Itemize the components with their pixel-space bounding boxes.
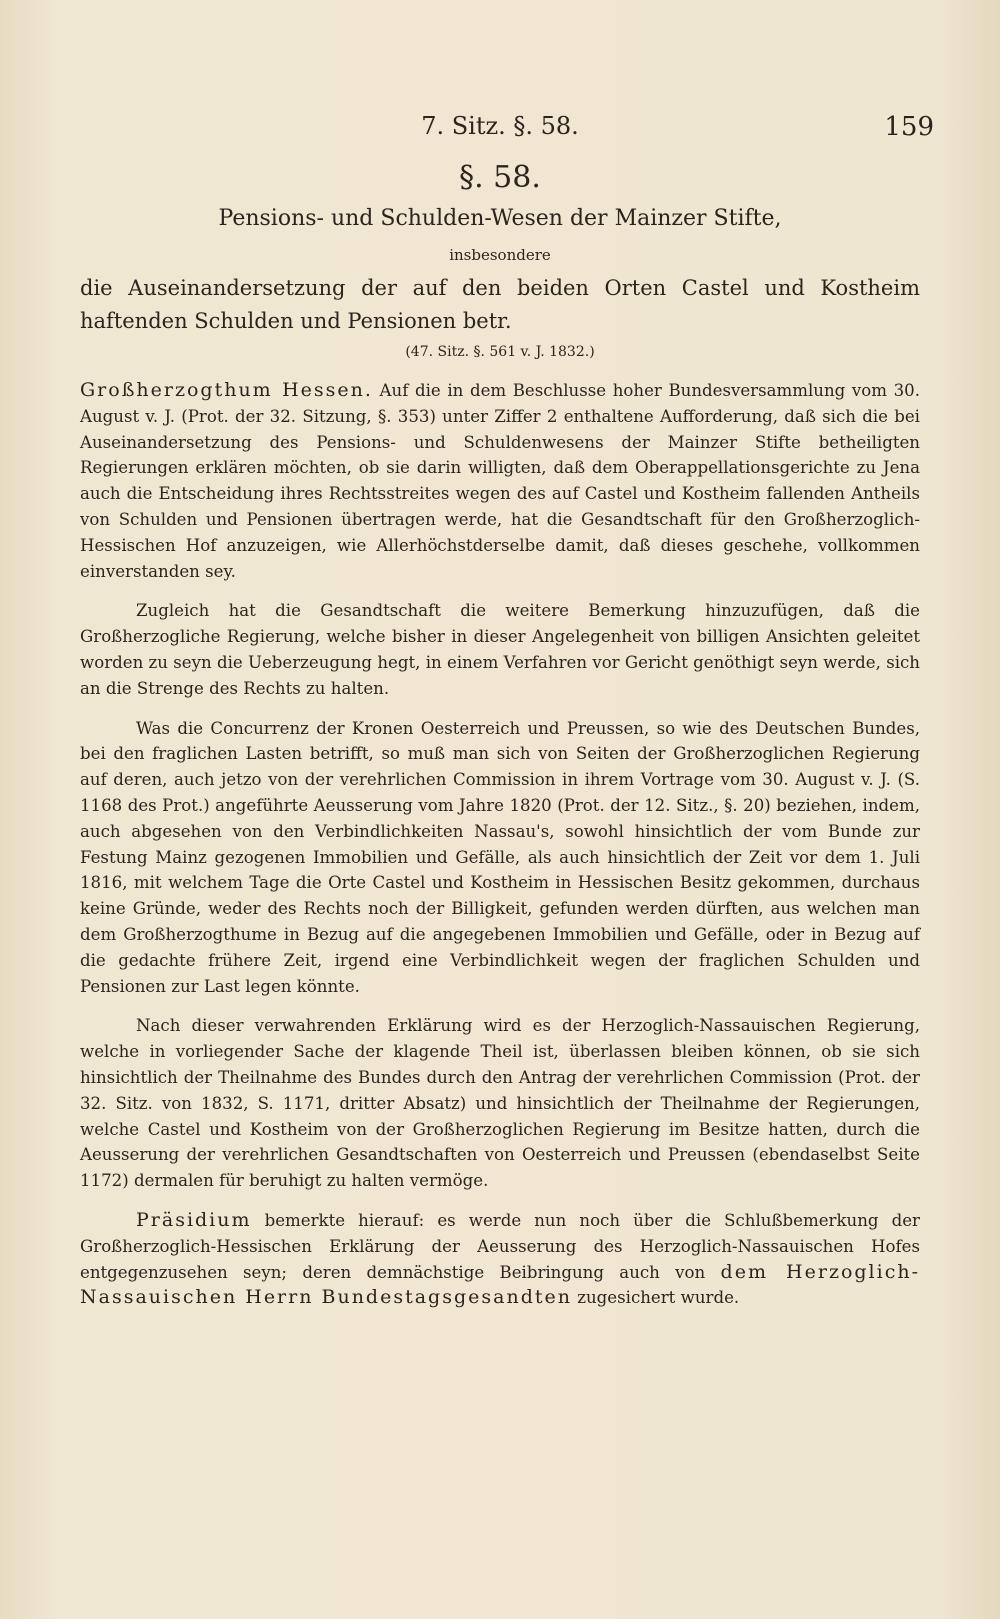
page-number: 159 bbox=[884, 112, 934, 142]
paragraph-text: Auf die in dem Beschlusse hoher Bundesversammlung vom 30. August v. J. (Prot. der 32. Sitzung, §. 353) unter Ziffer 2 enthaltene Aufforderung, daß sich die bei Auseinandersetzung des Pensions- und Schuldenwesens der Mainzer Stifte betheiligten Regierungen erklären möchten, ob sie darin willigten, daß dem Oberappellationsgerichte zu Jena auch die Entscheidung ihres Rechtsstreites wegen des auf Castel und Kostheim fallenden Antheils von Schulden und Pensionen übertragen werde, hat die Gesandtschaft für den Großherzoglich-Hessischen Hof anzuzeigen, wie Allerhöchstderselbe damit, daß dieses geschehe, vollkommen einverstanden sey. bbox=[80, 381, 920, 581]
paragraph-text: zugesichert wurde. bbox=[577, 1288, 740, 1308]
section-subtitle: insbesondere bbox=[449, 246, 551, 264]
section-title-continued: die Auseinandersetzung der auf den beiden Orten Castel und Kostheim haftenden Schulden und Pensionen betr. bbox=[80, 276, 920, 333]
running-head: 7. Sitz. §. 58. bbox=[421, 112, 579, 140]
section-number: §. 58. bbox=[459, 160, 541, 195]
page-header bbox=[60, 112, 940, 148]
protocol-reference: (47. Sitz. §. 561 v. J. 1832.) bbox=[405, 344, 595, 360]
paragraph-1 bbox=[80, 378, 920, 584]
paragraph-3: Was die Concurrenz der Kronen Oesterreich und Preussen, so wie des Deutschen Bundes, bei den fraglichen Lasten betrifft, so muß man sich von Seiten der Großherzoglichen Regierung auf deren, auch jetzo von der verehrlichen Commission in ihrem Vortrage vom 30. August v. J. (S. 1168 des Prot.) angeführte Aeusserung vom Jahre 1820 (Prot. der 12. Sitz., §. 20) beziehen, indem, auch abgesehen von den Verbindlichkeiten Nassau's, sowohl hinsichtlich der vom Bunde zur Festung Mainz gezogenen Immobilien und Gefälle, als auch hinsichtlich der Zeit vor dem 1. Juli 1816, mit welchem Tage die Orte Castel und Kostheim in Hessischen Besitz gekommen, durchaus keine Gründe, weder des Rechts noch der Billigkeit, gefunden werden dürften, aus welchen man dem Großherzogthume in Bezug auf die angegebenen Immobilien und Gefälle, oder in Bezug auf die gedachte frühere Zeit, irgend eine Verbindlichkeit wegen der fraglichen Schulden und Pensionen zur Last legen könnte. bbox=[80, 718, 920, 996]
paragraph-5 bbox=[80, 1208, 920, 1311]
emphasized-text: dem Herzoglich-Nassauischen Herrn Bundestagsgesandten bbox=[80, 1260, 921, 1309]
body-text bbox=[80, 378, 920, 1325]
speaker-name: Großherzogthum Hessen. bbox=[80, 379, 373, 401]
paragraph-4: Nach dieser verwahrenden Erklärung wird es der Herzoglich-Nassauischen Regierung, welche in vorliegender Sache der klagende Theil ist, überlassen bleiben können, ob sie sich hinsichtlich der Theilnahme des Bundes durch den Antrag der verehrlichen Commission (Prot. der 32. Sitz. von 1832, S. 1171, dritter Absatz) und hinsichtlich der Theilnahme der Regierungen, welche Castel und Kostheim von der Großherzoglichen Regierung im Besitze hatten, durch die Aeusserung der verehrlichen Gesandtschaften von Oesterreich und Preussen (ebendaselbst Seite 1172) dermalen für beruhigt zu halten vermöge. bbox=[80, 1016, 920, 1191]
paragraph-text: bemerkte hierauf: es werde nun noch über die Schlußbemerkung der Großherzoglich-Hessischen Erklärung der Aeusserung des Herzoglich-Nassauischen Hofes entgegenzusehen seyn; deren demnächstige Beibringung auch von bbox=[80, 1210, 920, 1282]
paragraph-2: Zugleich hat die Gesandtschaft die weitere Bemerkung hinzuzufügen, daß die Großherzogliche Regierung, welche bisher in dieser Angelegenheit von billigen Ansichten geleitet worden zu seyn die Ueberzeugung hegt, in einem Verfahren vor Gericht genöthigt seyn werde, sich an die Strenge des Rechts zu halten. bbox=[80, 601, 920, 698]
section-title: Pensions- und Schulden-Wesen der Mainzer Stifte, bbox=[218, 206, 782, 231]
speaker-name: Präsidium bbox=[136, 1208, 252, 1231]
